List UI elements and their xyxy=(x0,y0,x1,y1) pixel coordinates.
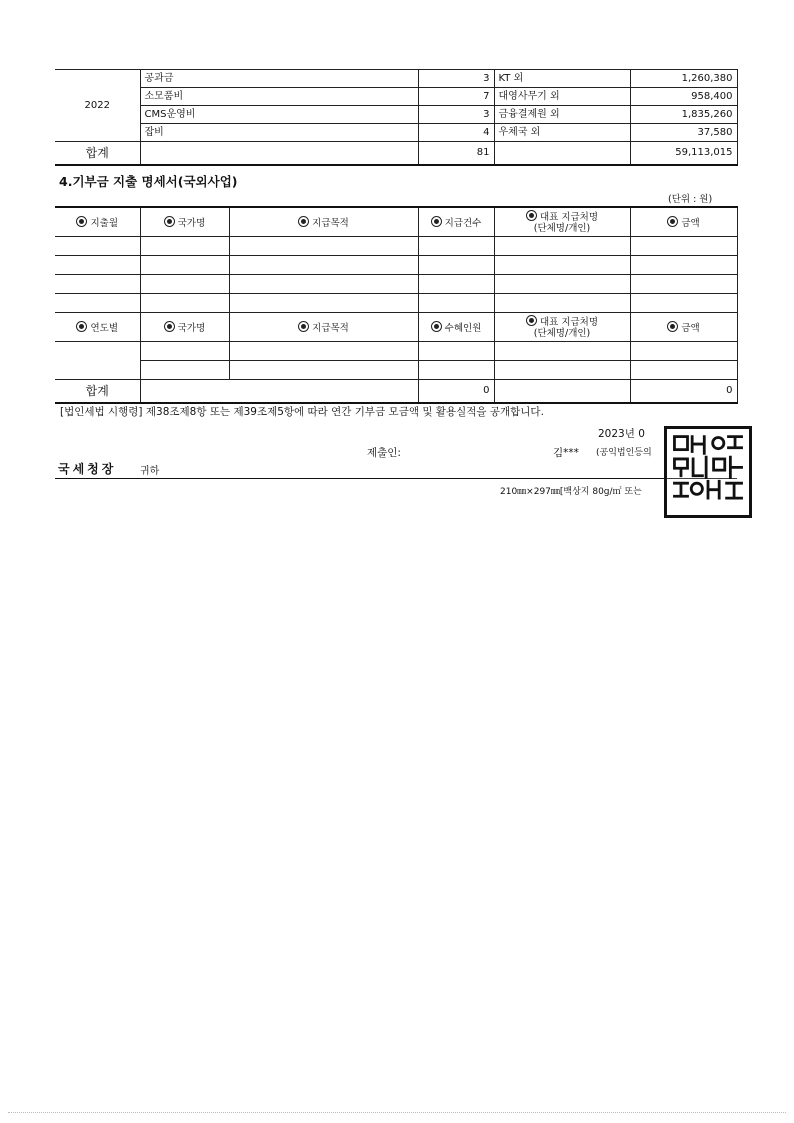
section-title: 4.기부금 지출 명세서(국외사업) xyxy=(59,174,238,189)
amount-cell: 1,835,260 xyxy=(630,106,737,124)
header-beneficiaries: 수혜인원 xyxy=(418,313,494,342)
empty-row xyxy=(55,237,737,256)
count-cell: 3 xyxy=(418,106,494,124)
expense-table xyxy=(55,69,738,166)
header-amount: 금액 xyxy=(630,207,737,237)
header-amount: 금액 xyxy=(630,313,737,342)
year-cell: 2022 xyxy=(55,70,140,142)
empty-row xyxy=(55,294,737,313)
circled-number-icon xyxy=(667,321,678,332)
circled-number-icon xyxy=(526,210,537,221)
table-row xyxy=(55,88,737,106)
scan-edge xyxy=(8,1112,786,1113)
count-cell: 7 xyxy=(418,88,494,106)
total-row xyxy=(55,142,737,166)
total-row xyxy=(55,380,737,404)
official-seal xyxy=(664,426,752,518)
header-purpose: 지급목적 xyxy=(229,207,418,237)
count-cell: 4 xyxy=(418,124,494,142)
payee-cell: 금융결제원 외 xyxy=(494,106,630,124)
circled-number-icon xyxy=(431,321,442,332)
paper-spec: 210㎜×297㎜[백상지 80g/㎡ 또는 xyxy=(500,487,642,497)
circled-number-icon xyxy=(164,321,175,332)
circled-number-icon xyxy=(431,216,442,227)
legal-notice: [법인세법 시행령] 제38조제8항 또는 제39조제5항에 따라 연간 기부금 모금액 및 활용실적을 공개합니다. xyxy=(60,406,544,418)
amount-cell: 1,260,380 xyxy=(630,70,737,88)
recipient: 국세청장 xyxy=(58,462,117,476)
payee-cell: KT 외 xyxy=(494,70,630,88)
header-country: 국가명 xyxy=(140,313,229,342)
amount-cell: 958,400 xyxy=(630,88,737,106)
total-label: 합계 xyxy=(55,380,140,404)
empty-cell xyxy=(140,142,418,166)
circled-number-icon xyxy=(298,321,309,332)
empty-row xyxy=(55,342,737,361)
table-row xyxy=(55,124,737,142)
total-count: 0 xyxy=(418,380,494,404)
submission-date: 2023년 0 xyxy=(598,428,645,440)
divider xyxy=(55,478,737,479)
payee-cell: 우체국 외 xyxy=(494,124,630,142)
header-country: 국가명 xyxy=(140,207,229,237)
payee-cell: 대영사무기 외 xyxy=(494,88,630,106)
amount-cell: 37,580 xyxy=(630,124,737,142)
empty-row xyxy=(55,256,737,275)
total-amount: 59,113,015 xyxy=(630,142,737,166)
item-cell: 공과금 xyxy=(140,70,418,88)
circled-number-icon xyxy=(298,216,309,227)
submitter-label: 제출인: xyxy=(367,447,401,459)
total-label: 합계 xyxy=(55,142,140,166)
unit-label: (단위 : 원) xyxy=(668,194,713,205)
submitter-name: 김*** xyxy=(553,447,579,459)
table-row xyxy=(55,106,737,124)
circled-number-icon xyxy=(76,216,87,227)
empty-cell xyxy=(494,380,630,404)
circled-number-icon xyxy=(164,216,175,227)
circled-number-icon xyxy=(667,216,678,227)
donation-table xyxy=(55,206,738,404)
empty-row xyxy=(55,275,737,294)
item-cell: CMS운영비 xyxy=(140,106,418,124)
circled-number-icon xyxy=(76,321,87,332)
count-cell: 3 xyxy=(418,70,494,88)
header-count: 지급건수 xyxy=(418,207,494,237)
circled-number-icon xyxy=(526,315,537,326)
empty-row xyxy=(55,361,737,380)
header-year: 연도별 xyxy=(55,313,140,342)
submitter-org: (공익법인등의 xyxy=(596,448,652,458)
seal-glyphs-icon xyxy=(667,429,749,515)
empty-cell xyxy=(494,142,630,166)
total-count: 81 xyxy=(418,142,494,166)
header-row xyxy=(55,313,737,342)
header-row xyxy=(55,207,737,237)
header-payee: 대표 지급처명 (단체명/개인) xyxy=(494,313,630,342)
item-cell: 소모품비 xyxy=(140,88,418,106)
recipient-suffix: 귀하 xyxy=(140,466,160,477)
header-payee: 대표 지급처명 (단체명/개인) xyxy=(494,207,630,237)
total-amount: 0 xyxy=(630,380,737,404)
header-purpose: 지급목적 xyxy=(229,313,418,342)
empty-cell xyxy=(140,380,418,404)
table-row xyxy=(55,70,737,88)
header-month: 지출월 xyxy=(55,207,140,237)
item-cell: 잡비 xyxy=(140,124,418,142)
